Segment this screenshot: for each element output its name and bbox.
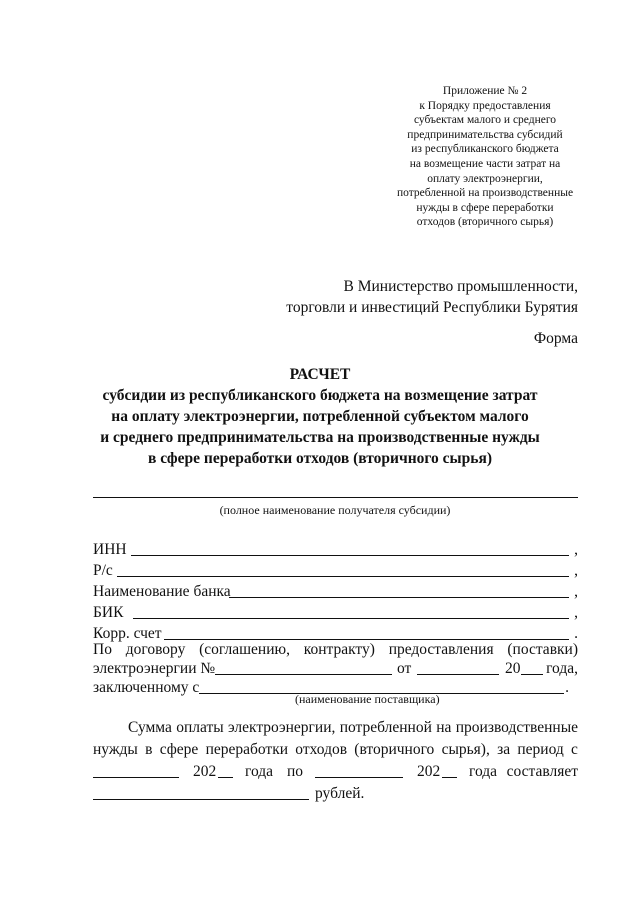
appendix-line: из республиканского бюджета (411, 143, 559, 156)
addressee (286, 276, 578, 318)
appendix-line: отходов (вторичного сырья) (416, 216, 554, 229)
word: электроэнергии, (228, 719, 336, 736)
comma: , (574, 541, 578, 558)
word: договору (125, 641, 186, 658)
word: переработки (205, 741, 289, 758)
bik-field (93, 601, 578, 622)
word: предоставления (388, 641, 494, 658)
word: (соглашению, (199, 641, 290, 658)
appendix-line: потребленной на производственные (396, 187, 574, 200)
year-prefix: 20 (505, 660, 521, 677)
bank-field (93, 580, 578, 601)
appendix-line: субъектам малого и среднего (413, 114, 557, 127)
account-label: Р/с (93, 562, 113, 579)
bank-label: Наименование банка (93, 583, 231, 600)
bank-input-line[interactable] (229, 597, 569, 598)
appendix-line: оплату электроэнергии, (427, 172, 543, 185)
appendix-reference (370, 84, 600, 230)
contract-number-label: электроэнергии № (93, 660, 216, 677)
comma: , (574, 583, 578, 600)
sum-line-1 (128, 716, 578, 737)
document-title (0, 364, 640, 469)
inn-field (93, 538, 578, 559)
word: с (571, 741, 578, 758)
word: сырья), (441, 741, 490, 758)
title-line: в сфере переработки отходов (вторичного сырья) (148, 450, 492, 467)
contract-line-2 (93, 657, 578, 678)
appendix-line: на возмещение части затрат на (409, 157, 561, 170)
word: контракту) (303, 641, 375, 658)
amounts-label: составляет (506, 763, 578, 780)
amount-input-line[interactable] (93, 799, 309, 800)
account-field (93, 559, 578, 580)
word: Сумма (128, 719, 172, 736)
appendix-line: Приложение № 2 (442, 85, 528, 97)
contract-line-1 (93, 638, 578, 659)
period-end-date-line[interactable] (315, 777, 403, 778)
year-prefix: 202 (417, 763, 441, 780)
period: . (574, 625, 578, 642)
addressee-line-2: торговли и инвестиций Республики Бурятия (286, 299, 578, 316)
recipient-name-line[interactable] (93, 497, 578, 498)
period-end-year-line[interactable] (442, 777, 457, 778)
year-suffix: года, (546, 660, 578, 677)
bik-label: БИК (93, 604, 124, 621)
word: нужды (93, 741, 138, 758)
word: в (145, 741, 153, 758)
word: на (436, 719, 452, 736)
word: потребленной (339, 719, 432, 736)
form-label: Форма (533, 330, 578, 347)
bik-input-line[interactable] (133, 618, 569, 619)
contract-date-input-line[interactable] (417, 674, 499, 675)
word: за (497, 741, 511, 758)
title-line: на оплату электроэнергии, потребленной субъектом малого (111, 408, 529, 425)
period-start-year-line[interactable] (218, 777, 233, 778)
recipient-caption: (полное наименование получателя субсидии) (219, 503, 451, 517)
supplier-caption: (наименование поставщика) (295, 692, 440, 706)
word: По (93, 641, 112, 658)
contract-year-input-line[interactable] (521, 674, 543, 675)
title-heading: РАСЧЕТ (289, 366, 351, 383)
appendix-line: нужды в сфере переработки (416, 201, 554, 214)
comma: , (574, 562, 578, 579)
word: (поставки) (507, 641, 578, 658)
word: отходов (295, 741, 348, 758)
comma: , (574, 604, 578, 621)
inn-label: ИНН (93, 541, 127, 558)
period: . (565, 679, 569, 696)
to-label: по (287, 763, 304, 780)
title-line: субсидии из республиканского бюджета на возмещение затрат (102, 387, 538, 404)
sum-line-3 (93, 760, 578, 781)
appendix-line: предпринимательства субсидий (407, 128, 563, 141)
word: оплаты (176, 719, 224, 736)
word: сфере (159, 741, 199, 758)
sum-line-4 (93, 782, 578, 803)
year-word: года (469, 763, 498, 780)
inn-input-line[interactable] (131, 555, 569, 556)
year-word: года (245, 763, 274, 780)
contract-number-input-line[interactable] (215, 674, 392, 675)
account-input-line[interactable] (117, 576, 569, 577)
word: производственные (455, 719, 578, 736)
period-start-date-line[interactable] (93, 777, 179, 778)
sum-line-2 (93, 738, 578, 759)
corr-account-label: Корр. счет (93, 625, 162, 642)
date-from-label: от (397, 660, 412, 677)
appendix-line: к Порядку предоставления (419, 99, 551, 112)
word: период (517, 741, 564, 758)
rubles-label: рублей. (315, 785, 365, 802)
word: (вторичного (354, 741, 435, 758)
title-line: и среднего предпринимательства на производственные нужды (100, 429, 540, 446)
addressee-line-1: В Министерство промышленности, (343, 278, 578, 295)
year-prefix: 202 (193, 763, 217, 780)
concluded-with-label: заключенному с (93, 679, 200, 696)
